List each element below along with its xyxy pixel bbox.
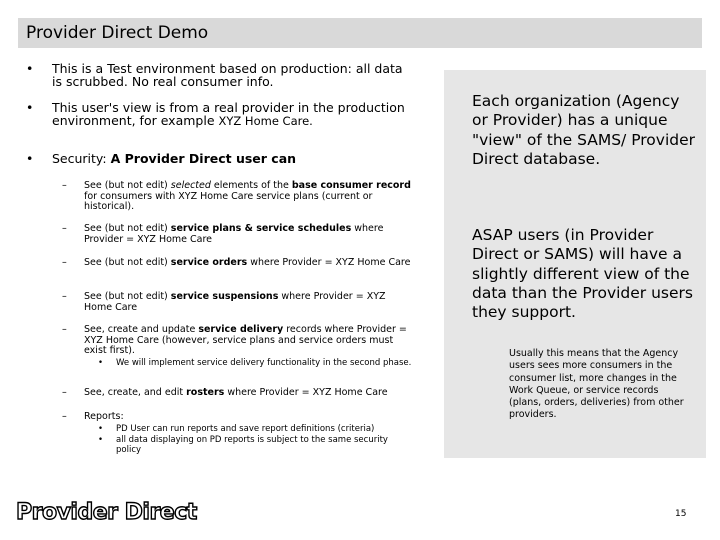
sidebar-box: [444, 70, 706, 458]
subsub-item: • PD User can run reports and save report definitions (criteria): [98, 423, 375, 434]
page-number: 15: [675, 509, 687, 519]
subsub-item: • We will implement service delivery functionality in the second phase.: [98, 357, 412, 368]
subsub-item: • all data displaying on PD reports is subject to the same security policy: [98, 434, 388, 455]
provider-direct-logo: Provider Direct: [16, 500, 197, 525]
bullet-text: This is a Test environment based on production: all data is scrubbed. No real consumer info.: [52, 61, 403, 89]
bullet-dot: •: [26, 151, 34, 166]
bullet-dot: •: [26, 61, 34, 76]
bullet-text: This user's view is from a real provider in the production environment, for example XYZ Home Care.: [52, 100, 405, 128]
title-bar: [18, 18, 702, 48]
sidebar-note: Usually this means that the Agency users sees more consumers in the consumer list, more changes in the Work Queue, or service records (plans, orders, deliveries) from other providers.: [509, 348, 684, 421]
sidebar-paragraph-organization-view: Each organization (Agency or Provider) has a unique "view" of the SAMS/ Provider Direct database.: [472, 92, 696, 168]
page-title: Provider Direct Demo: [26, 23, 209, 43]
bullet-text: Security: A Provider Direct user can: [52, 151, 297, 166]
sidebar-paragraph-asap-users: ASAP users (in Provider Direct or SAMS) will have a slightly different view of the data than the Provider users they support.: [472, 226, 693, 322]
bullet-dot: •: [26, 100, 34, 115]
